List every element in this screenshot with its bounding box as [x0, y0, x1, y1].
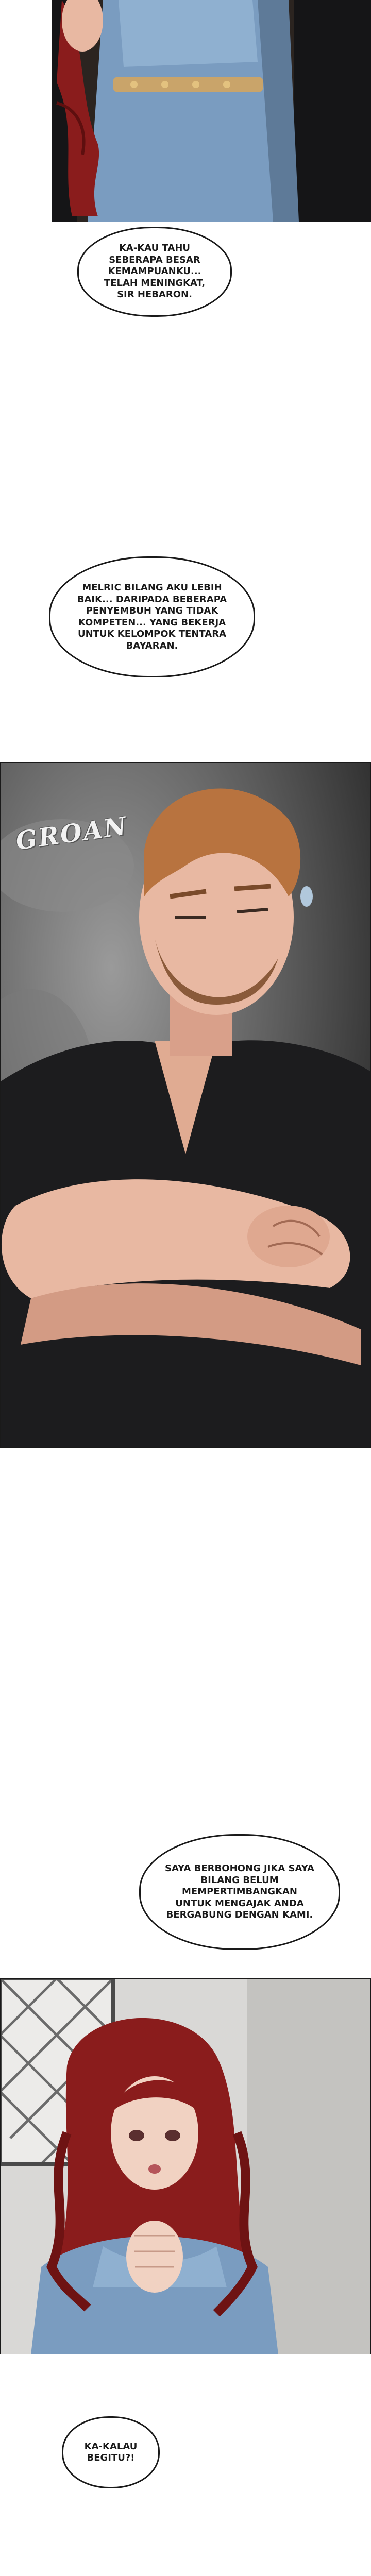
speech-text-4: KA-KALAU BEGITU?!: [84, 2441, 138, 2463]
panel-woman-dress: [0, 0, 371, 222]
woman-clasped-illustration: [0, 1978, 371, 2354]
woman-dress-illustration: [0, 0, 371, 222]
speech-text-2: MELRIC BILANG AKU LEBIH BAIK... DARIPADA BEBERAPA PENYEMBUH YANG TIDAK KOMPETEN... YANG BEKERJA UNTUK KELOMPOK TENTARA BAYARAN.: [77, 582, 227, 651]
speech-bubble-1: [77, 227, 232, 317]
speech-text-1: KA-KAU TAHU SEBERAPA BESAR KEMAMPUANKU... TELAH MENINGKAT, SIR HEBARON.: [104, 243, 206, 300]
panel-man-arms-crossed: [0, 762, 371, 1448]
speech-bubble-3: [139, 1834, 340, 1950]
speech-bubble-2: [49, 556, 255, 677]
panel-woman-clasped-hands: [0, 1978, 371, 2354]
sfx-groan: GROAN: [14, 811, 130, 856]
speech-bubble-4: [62, 2416, 160, 2488]
speech-text-3: SAYA BERBOHONG JIKA SAYA BILANG BELUM MEMPERTIMBANGKAN UNTUK MENGAJAK ANDA BERGABUNG DENGAN KAMI.: [164, 1863, 314, 1921]
man-illustration: [0, 762, 371, 1448]
